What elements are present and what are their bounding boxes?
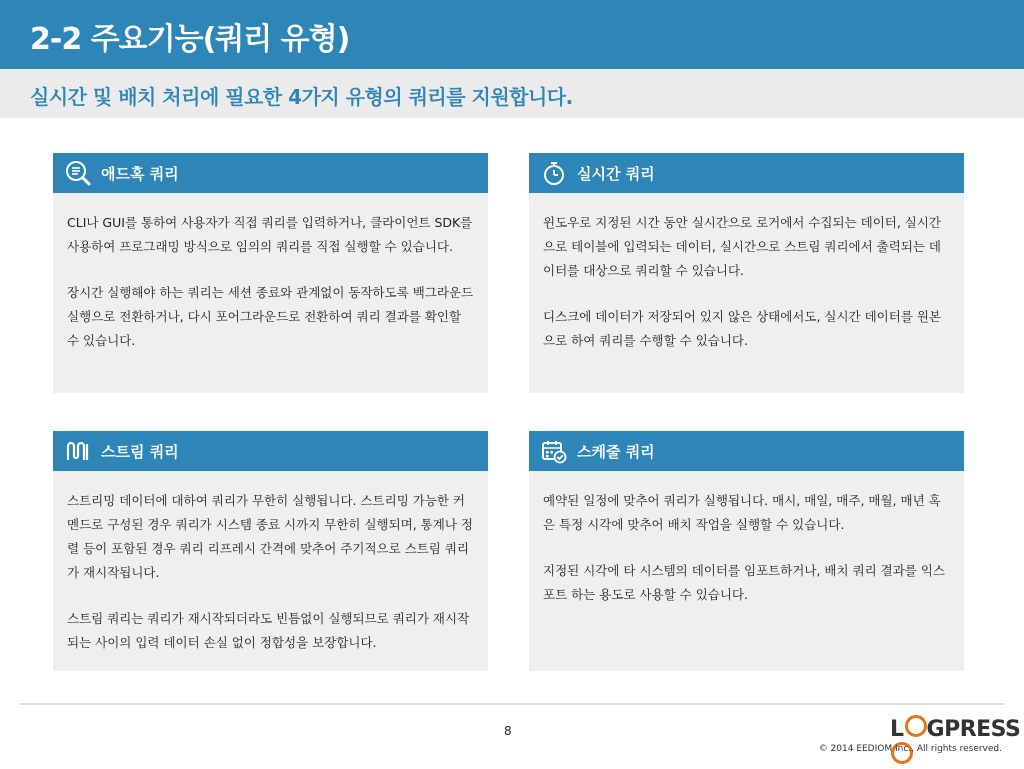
card-paragraph: 디스크에 데이터가 저장되어 있지 않은 상태에서도, 실시간 데이터를 원본으로 하여 쿼리를 수행할 수 있습니다. — [543, 309, 942, 348]
card-body — [53, 471, 488, 655]
card-schedule-query — [529, 431, 964, 671]
card-header — [529, 153, 964, 193]
title-bar — [0, 0, 1024, 69]
card-paragraph: 장시간 실행해야 하는 쿼리는 세션 종료와 관계없이 동작하도록 백그라운드 실행으로 전환하거나, 다시 포어그라운드로 전환하여 쿼리 결과를 확인할 수 있습니다. — [67, 285, 474, 348]
card-paragraph: 스트림 쿼리는 쿼리가 재시작되더라도 빈틈없이 실행되므로 쿼리가 재시작되는 사이의 입력 데이터 손실 없이 정합성을 보장합니다. — [67, 611, 470, 650]
search-list-icon — [65, 160, 91, 186]
card-title: 애드혹 쿼리 — [101, 165, 179, 183]
card-body — [53, 193, 488, 353]
card-header — [53, 153, 488, 193]
card-header — [529, 431, 964, 471]
card-paragraph: 윈도우로 지정된 시간 동안 실시간으로 로거에서 수집되는 데이터, 실시간으로 테이블에 입력되는 데이터, 실시간으로 스트림 쿼리에서 출력되는 데이터를 대상으로 쿼리할 수 있습니다. — [543, 215, 942, 278]
page-subtitle: 실시간 및 배치 처리에 필요한 4가지 유형의 쿼리를 지원합니다. — [30, 85, 573, 109]
card-body — [529, 193, 964, 353]
card-paragraph: 예약된 일정에 맞추어 쿼리가 실행됩니다. 매시, 매일, 매주, 매월, 매년 혹은 특정 시각에 맞추어 배치 작업을 실행할 수 있습니다. — [543, 493, 941, 532]
wave-icon — [65, 438, 91, 464]
subtitle-bar — [0, 69, 1024, 118]
card-adhoc-query — [53, 153, 488, 393]
card-header — [53, 431, 488, 471]
card-realtime-query — [529, 153, 964, 393]
copyright: © 2014 EEDIOM Inc., All rights reserved. — [818, 744, 1002, 754]
card-paragraph: 지정된 시각에 타 시스템의 데이터를 임포트하거나, 배치 쿼리 결과를 익스포트 하는 용도로 사용할 수 있습니다. — [543, 563, 945, 602]
card-paragraph: 스트리밍 데이터에 대하여 쿼리가 무한히 실행됩니다. 스트리밍 가능한 커멘드로 구성된 경우 쿼리가 시스템 종료 시까지 무한히 실행되며, 통계나 정렬 등이 포함된 경우 쿼리 리프레시 간격에 맞추어 주기적으로 스트림 쿼리가 재시작됩니다. — [67, 493, 473, 580]
calendar-check-icon — [541, 438, 567, 464]
logo-text-right: GPRESS — [926, 717, 1021, 742]
card-title: 스트림 쿼리 — [101, 443, 179, 461]
card-paragraph: CLI나 GUI를 통하여 사용자가 직접 쿼리를 입력하거나, 클라이언트 SDK를 사용하여 프로그래밍 방식으로 임의의 쿼리를 직접 실행할 수 있습니다. — [67, 215, 473, 254]
logo-ring-icon — [905, 715, 927, 737]
card-title: 실시간 쿼리 — [577, 165, 655, 183]
page-title: 2-2 주요기능(쿼리 유형) — [30, 22, 350, 57]
footer-divider — [20, 703, 1004, 705]
logpresso-logo — [890, 715, 1024, 769]
card-title: 스케줄 쿼리 — [577, 443, 655, 461]
page-number: 8 — [504, 724, 512, 738]
card-stream-query — [53, 431, 488, 671]
card-body — [529, 471, 964, 607]
logo-text-left: L — [890, 717, 904, 742]
stopwatch-icon — [541, 160, 567, 186]
